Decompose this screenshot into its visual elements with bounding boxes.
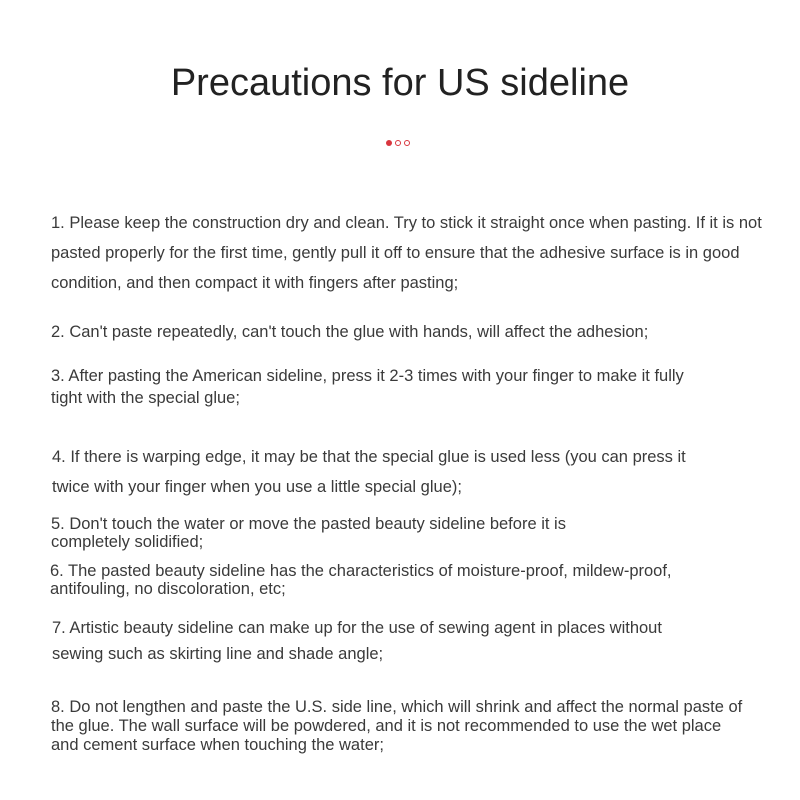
pagination-dot[interactable] bbox=[395, 140, 401, 146]
precaution-item: 3. After pasting the American sideline, press it 2-3 times with your finger to make it fully tight with the special glue; bbox=[51, 367, 684, 407]
pagination-dot[interactable] bbox=[404, 140, 410, 146]
pagination-dot-active[interactable] bbox=[386, 140, 392, 146]
precaution-item: 4. If there is warping edge, it may be that the special glue is used less (you can press it twice with your finger when you use a little special glue); bbox=[52, 448, 686, 496]
precaution-item: 5. Don't touch the water or move the pasted beauty sideline before it is completely solidified; bbox=[51, 515, 566, 551]
precaution-item: 7. Artistic beauty sideline can make up for the use of sewing agent in places without sewing such as skirting line and shade angle; bbox=[52, 619, 662, 663]
precaution-item: 8. Do not lengthen and paste the U.S. side line, which will shrink and affect the normal paste of the glue. The wall surface will be powdered, and it is not recommended to use the wet place and cement surface when touching the water; bbox=[51, 698, 743, 754]
pagination-dots bbox=[386, 138, 420, 148]
precaution-item: 2. Can't paste repeatedly, can't touch the glue with hands, will affect the adhesion; bbox=[51, 323, 649, 341]
precaution-item: 6. The pasted beauty sideline has the characteristics of moisture-proof, mildew-proof, antifouling, no discoloration, etc; bbox=[50, 562, 672, 598]
page-title: Precautions for US sideline bbox=[170, 62, 630, 104]
precaution-item: 1. Please keep the construction dry and clean. Try to stick it straight once when pasting. If it is not pasted properly for the first time, gently pull it off to ensure that the adhesive surface is in good condition, and then compact it with fingers after pasting; bbox=[51, 214, 762, 292]
